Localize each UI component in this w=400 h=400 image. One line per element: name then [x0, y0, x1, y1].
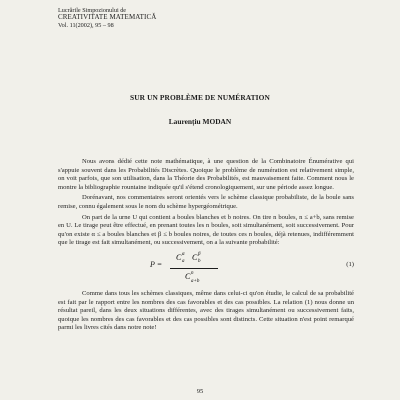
page-number: 95	[196, 388, 204, 395]
paragraph-intro: Nous avons dédié cette note mathématique, à une question de la Combinatoire Énumérative qui s'appuie souvent dans les Probabilités Discrètes. Quoique le problème de numération est relativement simple, on voit parfois, que son utilisation, dans la Théorie des Probabilités, est mauvaisement faite. Comment nous le montre la bibliographie rountaine indiquée qu'il s'étend cronologiquement, sur une période assez longue.	[58, 158, 354, 191]
header-line1: Lucrările Simpozionului de	[58, 7, 127, 14]
svg-text:C: C	[185, 271, 191, 281]
article-author: Laurențiu MODAN	[168, 117, 232, 126]
svg-text:C: C	[176, 252, 182, 262]
formula-number: (1)	[346, 260, 354, 268]
formula-lhs: P =	[150, 259, 163, 269]
formula-denominator	[170, 270, 218, 287]
article-title: SUR UN PROBLÈME DE NUMÉRATION	[130, 93, 270, 102]
paragraph-urn: On part de la urne U qui contient a boules blanches et b noires. On tire n boules, n ≤ a+b, sans remise en U. Le tirage peut être effectué, en prenant toutes les n boules, soit simultanément, soit successivement. Pour qu'on existe α ≤ a boules blanches et β ≤ b boules noires, de toutes ces n boules, déjà retenues, indifféremment que le tirage est fait simultanément, ou successivement, on a la suivante probabilité:	[58, 213, 354, 247]
fraction-bar	[170, 268, 218, 269]
svg-text:a: a	[182, 258, 185, 263]
svg-text:a+b: a+b	[191, 278, 200, 283]
formula-denominator-svg	[170, 270, 218, 283]
paragraph-conclusion: Comme dans tous les schèmes classiques, même dans celui-ci qu'on étudie, le calcul de sa probabilité est fait par le rapport entre les nombres des cas favorables et des cas possibles. La relation (1) nous donne un résultat pareil, dans les deux situations différentes, avec des tirages simultanément ou successivement faits, quoique les nombres des cas favorables et des cas possibles sont distincts. Cette situation n'est point remarqué parmi les livres cités dans notre note!	[58, 289, 354, 332]
header-series: CREATIVITATE MATEMATICĂ	[58, 13, 157, 22]
svg-text:β: β	[198, 251, 201, 257]
svg-text:α: α	[182, 251, 185, 257]
svg-text:n: n	[191, 270, 194, 276]
journal-header	[58, 7, 156, 29]
header-volume: Vol. 11(2002), 95 – 98	[58, 21, 114, 29]
svg-text:b: b	[198, 258, 201, 263]
probability-formula	[58, 250, 354, 286]
paragraph-scheme: Dorénavant, nos commentaires seront orientés vers le schème classique probabiliste, de la boule sans remise, connu également sous le nom du schème hypergéométrique.	[58, 194, 354, 210]
svg-text:C: C	[192, 252, 198, 262]
article-body	[58, 158, 354, 335]
formula-numerator-svg	[170, 250, 218, 263]
formula-fraction	[170, 250, 218, 287]
formula-numerator	[170, 250, 218, 267]
